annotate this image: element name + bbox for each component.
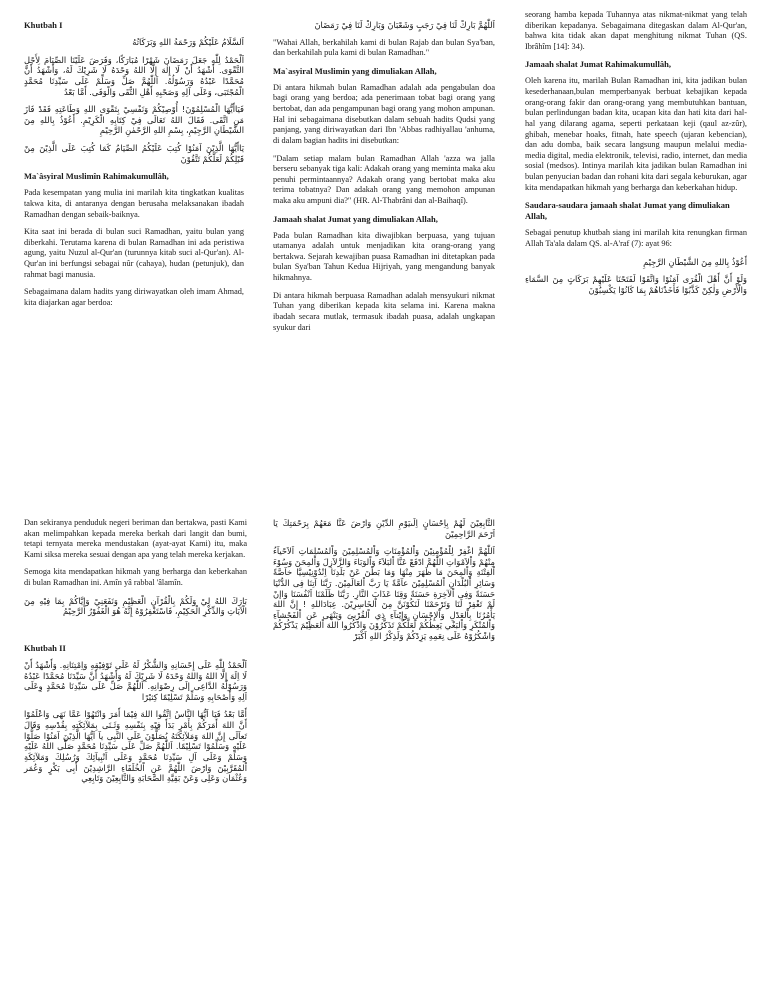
khutbah-2-title: Khutbah II [24, 642, 66, 653]
tabiin-arabic: التَّابِعِيْنَ لَهُمْ بِاِحْسَانٍ اِلَىيَوْمِ الدِّيْنِ وَارْضَ عَنَّا مَعَهُمْ بِرَحْمَتِكَ يَا اَرْحَمَ الرَّاحِمِيْنَ [273, 518, 495, 539]
salam-arabic: اَلسَّلَامُ عَلَيْكُمْ وَرَحْمَةُ اللهِ وَبَرَكَاتُهُ [132, 37, 244, 48]
taawudz-arabic: أَعُوْذُ بِاللهِ مِنَ الشَّيْطَانِ الرَّجِيْمِ [643, 256, 747, 267]
ayat-puasa-arabic: يَاأَيُّهَا الَّذِيْنَ آمَنُوْا كُتِبَ عَلَيْكُمُ الصِّيَامُ كَمَا كُتِبَ عَلَى الَّذِيْنَ مِنْ قَبْلِكُمْ لَعَلَّكُمْ تَتَّقُوْنَ [24, 143, 244, 164]
paragraph: Pada bulan Ramadhan kita diwajibkan berpuasa, yang tujuan utamanya adalah untuk menjadikan kita orang-orang yang bertakwa. Sejarah kewajiban puasa Ramadhan ini ditetapkan pada bulan Sya'ban Tahun Kedua Hijriyah, yang mengandung banyak hikmahnya. [273, 230, 495, 283]
heading-ma-asyiral-dimuliakan: Ma`asyiral Muslimin yang dimuliakan Allah, [273, 65, 437, 76]
paragraph: Semoga kita mendapatkan hikmah yang berharga dan keberkahan di bulan Ramadhan ini. Amîn yâ rabbal 'âlamîn. [24, 567, 247, 588]
heading-saudara-jamaah: Saudara-saudara jamaah shalat Jumat yang dimuliakan Allah, [525, 200, 730, 222]
wasiat-arabic: فَيَاأَيُّهَا الْمُسْلِمُوْنَ! أُوْصِيْكُمْ وَنَفْسِيْ بِتَقْوَى اللهِ وَطَاعَتِهِ فَقَدْ فَازَ مَنِ اتَّقَى. فَقَالَ اللهُ تَعَالَى فِيْ كِتَابِهِ الْكَرِيْمِ. أَعُوْذُ بِاللهِ مِنَ الشَّيْطَانِ الرَّجِيْمِ، بِسْمِ اللهِ الرَّحْمٰنِ الرَّحِيْمِ [24, 104, 244, 136]
heading-jamaah-jumat: Jamaah shalat Jumat yang dimuliakan Allah, [273, 213, 438, 224]
paragraph: Di antara hikmah berpuasa Ramadhan adalah mensyukuri nikmat Tuhan yang diberikan kepada kita selama ini. Karena makna ibadah secara mutlak, termasuk ibadah puasa, adalah ungkapan syukur dari [273, 290, 495, 332]
column-5 [273, 518, 495, 649]
ayat-translation: Dan sekiranya penduduk negeri beriman dan bertakwa, pasti Kami akan melimpahkan kepada mereka berkah dari langit dan bumi, tetapi ternyata mereka mendustakan (ayat-ayat Kami) itu, maka Kami siksa mereka sesuai dengan apa yang telah mereka kerjakan. [24, 518, 247, 559]
ayat-al-araf-arabic: وَلَوْ أَنَّ أَهْلَ الْقُرَى آمَنُوْا وَاتَّقَوْا لَفَتَحْنَا عَلَيْهِمْ بَرَكَاتٍ مِنَ السَّمَاءِ وَالْأَرْضِ وَلٰكِنْ كَذَّبُوْا فَأَخَذْنَاهُمْ بِمَا كَانُوْا يَكْسِبُوْنَ [525, 274, 747, 295]
hamdalah-arabic: اَلْحَمْدُ لِلّٰهِ جَعَلَ رَمَضَانَ شَهْرًا مُبَارَكًا، وَفَرَضَ عَلَيْنَا الصِّيَامَ لِأَجْلِ التَّقْوَى. أَشْهَدُ أَنْ لَا إِلٰهَ إِلَّا اللهُ وَحْدَهُ لَا شَرِيْكَ لَهُ، وَأَشْهَدُ أَنَّ مُحَمَّدًا عَبْدُهُ وَرَسُوْلُهُ. اَللّٰهُمَّ صَلِّ وَسَلِّمْ عَلَى سَيِّدِنَا مُحَمَّدٍ الْمُجْتَبَى، وَعَلَى آلِهِ وَصَحْبِهِ أَهْلِ التُّقَى وَالْوَفَى. أَمَّا بَعْدُ [24, 54, 244, 97]
doa-translation: "Wahai Allah, berkahilah kami di bulan Rajab dan bulan Sya'ban, dan berkahilah pula kami di bulan Ramadhan." [273, 37, 495, 58]
column-4 [24, 518, 247, 791]
heading-jamaah-rahimakumullah: Jamaah shalat Jumat Rahimakumullâh, [525, 59, 671, 70]
paragraph: Sebagaimana dalam hadits yang diriwayatkan oleh imam Ahmad, kita diajarkan agar berdoa: [24, 287, 244, 307]
column-3 [525, 10, 747, 302]
column-1 [24, 20, 244, 315]
paragraph: Di antara hikmah bulan Ramadhan adalah ada pengabulan doa bagi orang yang berdoa; ada penerimaan tobat bagi orang yang bertobat, dan ada pengampunan bagi orang yang mohon ampunan. Hal ini sebagaimana disebutkan dalam sebuah hadits Qudsi yang panjang, yang diriwayatkan dari Ibn 'Abbas radhiyallau 'anhuma, di dalam bagian hadits ini disebutkan: [273, 82, 495, 145]
column-2 [273, 20, 495, 340]
doa-penutup-arabic: اَللّٰهُمَّ اغْفِرْ لِلْمُؤْمِنِيْنَ وَاْلمُؤْمِنَاتِ وَاْلمُسْلِمِيْنَ وَاْلمُسْلِمَاتِ اَلاَحْيآءُ مِنْهُمْ وَاْلاَمْوَاتِ اللّٰهُمَّ ادْفَعْ عَنَّا اْلبَلاَءَ وَاْلوَبَاءَ وَالزَّلاَزِلَ وَاْلمِحَنَ وَسُوْءَ اْلفِتْنَةِ وَاْلمِحَنَ مَا ظَهَرَ مِنْهَا وَمَا بَطَنَ عَنْ بَلَدِنَا اِنْدُوْنِيْسِيَّا خآصَّةً وَسَائِرِ اْلبُلْدَانِ اْلمُسْلِمِيْنَ عآمَّةً يَا رَبَّ اْلعَالَمِيْنَ. رَبَّنَا آتِنَا فِى الدُّنْيَا حَسَنَةً وَفِى اْلآخِرَةِ حَسَنَةً وَقِنَا عَذَابَ النَّارِ. رَبَّنَا ظَلَمْنَا اَنْفُسَنَا وَاإنْ لَمْ تَغْفِرْ لَنَا وَتَرْحَمْنَا لَنَكُوْنَنَّ مِنَ اْلخَاسِرِيْنَ. عِبَادَاللهِ ! إِنَّ اللهَ يَأْمُرُنَا بِاْلعَدْلِ وَاْلإِحْسَانِ وَإِيْتآءِ ذِي اْلقُرْبىَ وَيَنْهَى عَنِ اْلفَحْشآءِ وَاْلمُنْكَرِ وَاْلبَغْي يَعِظُكُمْ لَعَلَّكُمْ تَذَكَّرُوْنَ وَاذْكُرُوا اللهَ اْلعَظِيْمَ يَذْكُرْكُمْ وَاشْكُرُوْهُ عَلَى نِعَمِهِ يَزِدْكُمْ وَلَذِكْرُ اللهِ اَكْبَرْ [273, 546, 495, 642]
paragraph: Pada kesempatan yang mulia ini marilah kita tingkatkan kualitas takwa kita, di antaranya dengan berusaha melaksanakan ibadah Ramadhan dengan sebaik-baiknya. [24, 188, 244, 219]
doa-rajab-arabic: اَللّٰهُمَّ بَارِكْ لَنَا فِيْ رَجَبٍ وَشَعْبَانَ وَبَارِكْ لَنَا فِيْ رَمَضَانَ [314, 20, 495, 30]
khutbah-1-title: Khutbah I [24, 20, 63, 30]
heading-ma-asyiral-muslimin: Ma`âsyiral Muslimîn Rahimakumullâh, [24, 171, 169, 182]
paragraph: Sebagai penutup khutbah siang ini marilah kita renungkan firman Allah Ta'ala dalam QS. al-A'raf (7): ayat 96: [525, 228, 747, 248]
khutbah-2-body-arabic: أَمَّا بَعْدُ فَيَا اَيُّهَا النَّاسُ اِتَّقُوا اللهَ فِيْمَا أَمَرَ وَانْتَهُوْا عَمَّا نَهَى وَاعْلَمُوْا أَنَّ اللهَ أَمَرَكُمْ بِأَمْرٍ بَدَأَ فِيْهِ بِنَفْسِهِ وَثَـنَى بِمَلآئِكَتِهِ بِقُدْسِهِ وَقَالَ تَعاَلَى إِنَّ اللهَ وَمَلآئِكَتَهُ يُصَلُّوْنَ عَلَى النَّبِى يآ اَيُّهَا الَّذِيْنَ آمَنُوْا صَلُّوْا عَلَيْهِ وَسَلِّمُوْا تَسْلِيْمًا. اَللّٰهُمَّ صَلِّ عَلَى سَيِّدِنَا مُحَمَّدٍ صَلَّى اللهُ عَلَيْهِ وَسَلِّمْ وَعَلَى آلِ سَيِّدِنَا مُحَمَّدٍ وَعَلَى اَنْبِيآئِكَ وَرُسُلِكَ وَمَلآئِكَةِ اْلمُقَرَّبِيْنَ وَارْضَ اللّٰهُمَّ عَنِ اْلخُلَفَاءِ الرَّاشِدِيْنَ أَبِى بَكْرٍ وَعُمَر وَعُثْمَان وَعَلِى وَعَنْ بَقِيَّةِ الصَّحَابَةِ وَالتَّابِعِيْنَ وَتَابِعِي [24, 709, 247, 784]
khutbah-2-hamdalah-arabic: اَلْحَمْدُ لِلّٰهِ عَلَى إِحْسَانِهِ وَالشُّكْرُ لَهُ عَلَى تَوْفِيْقِهِ وَاِمْتِنَانِهِ. وَأَشْهَدُ أَنْ لَا اِلَهَ إِلَّا اللهُ وَاللهُ وَحْدَهُ لَا شَرِيْكَ لَهُ وَأَشْهَدُ أَنَّ سَيِّدَنَا مُحَمَّدًا عَبْدُهُ وَرَسُوْلُهُ الدَّاعِى إلَى رِضْوَانِهِ. اَللّٰهُمَّ صَلِّ عَلَى سَيِّدِنَا مُحَمَّدٍ وِعَلَى اَلِهِ وَأَصْحَابِهِ وَسَلِّمْ تَسْلِيْمًا كِثيْرًا [24, 660, 247, 702]
barakallah-arabic: بَارَكَ اللهُ لِيْ وَلَكُمْ بِالْقُرْآنِ الْعَظِيْمِ وَنَفَعَنِيْ وَإِيَّاكُمْ بِمَا فِيْهِ مِنَ الْآيَاتِ وَالذِّكْرِ الْحَكِيْمِ، فَاسْتَغْفِرُوْهُ إِنَّهُ هُوَ الْغَفُوْرُ الرَّحِيْمُ [24, 595, 247, 617]
paragraph: Kita saat ini berada di bulan suci Ramadhan, yaitu bulan yang diberkahi. Terutama karena di bulan Ramadhan ini ada peristiwa agung, yaitu Nuzul al-Qur'an (turunnya kitab suci al-Qur'an). Al-Qur'an ini berfungsi sebagai nûr (cahaya), hudan (petunjuk), dan rahmat bagi manusia. [24, 227, 244, 279]
hadits-quote: "Dalam setiap malam bulan Ramadhan Allah 'azza wa jalla berseru sebanyak tiga kali: Adakah orang yang meminta maka aku penuhi permintaannya? Adakah orang yang bertobat maka aku terima tobatnya? Dan adakah orang yang memohon ampunan maka aku ampuni dia?" (HR. Al-Thabrâni dan al-Baihaqî). [273, 153, 495, 205]
paragraph: seorang hamba kepada Tuhannya atas nikmat-nikmat yang telah diberikan kepadanya. Sebagaimana ditegaskan dalam Al-Qur'an, bahwa kita tidak akan dapat menghitung nikmat Tuhan (QS. Ibrâhîm [14]: 34). [525, 10, 747, 51]
paragraph: Oleh karena itu, marilah Bulan Ramadhan ini, kita jadikan bulan kesederhanaan,bulan memperbanyak berbuat kebajikan kepada orang-orang fakir dan orang-orang yang membutuhkan bantuan, bulan perlindungan badan kita, ucapan kita dan hati kita dari hal-hal yang dilarang agama, seperti perkataan keji (qaul az-zûr), ghibah, menebar hoaks, fitnah, hate speech (ujaran kebencian), dan adu domba, baik secara langsung maupun melalui media-media digital, media elektronik, televisi, radio, internet, dan media sosial (medsos). Intinya marilah kita jadikan bulan Ramadhan ini bulan penyucian badan dan rohani kita dari segala keburukan, agar kita mendapatkan hikmah yang berharga dan keberkahan hidup. [525, 76, 747, 192]
